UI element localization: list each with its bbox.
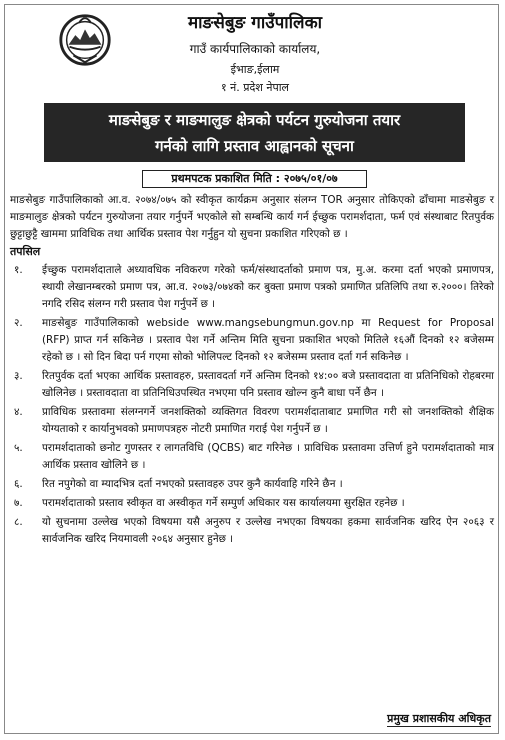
province-name: १ नं. प्रदेश नेपाल: [220, 81, 290, 94]
list-item: [10, 262, 494, 313]
notice-title-line-2: गर्नको लागि प्रस्ताव आह्वानको सूचना: [155, 137, 354, 155]
office-name: गाउँ कार्यपालिकाको कार्यालय,: [189, 42, 321, 56]
item-number: ४.: [14, 406, 23, 418]
nepal-government-emblem-icon: [56, 10, 114, 68]
list-item: [10, 476, 494, 493]
signatory-title: प्रमुख प्रशासकीय अधिकृत: [387, 712, 491, 725]
item-number: ७.: [14, 497, 23, 509]
details-heading: तपसिल: [10, 245, 41, 258]
item-text: परामर्शदाताको प्रस्ताव स्वीकृत वा अस्वीकृत गर्ने सम्पुर्ण अधिकार यस कार्यालयमा सुरक्षित रहनेछ ।: [42, 497, 405, 509]
item-number: १.: [14, 264, 23, 276]
item-text: यो सुचनामा उल्लेख भएको विषयमा यसै अनुरुप र उल्लेख नभएका विषयका हकमा सार्वजनिक खरिद ऐन २०६३ र सार्वजनिक खरिद नियमावली २०६४ अनुसार हुनेछ ।: [42, 516, 494, 545]
item-number: ३.: [14, 370, 23, 382]
notice-title-line-1: माङसेबुङ र माङमालुङ क्षेत्रको पर्यटन गुरुयोजना तयार: [108, 111, 401, 129]
list-item: [10, 368, 494, 402]
intro-paragraph: माङसेबुङ गाउँपालिकाको आ.व. २०७४/०७५ को स्वीकृत कार्यक्रम अनुसार संलग्न TOR अनुसार तोकिएको ढाँचामा माङसेबुङ र माङमालुङ क्षेत्रको पर्यटन गुरुयोजना तयार गर्नुपर्ने भएकोले सो सम्बन्धि कार्य गर्न ईच्छुक परामर्शदाता, फर्म एवं संस्थाबाट रितपुर्वक छुट्टाछुट्टै खाममा प्राविधिक तथा आर्थिक प्रस्ताव पेश गर्नुहुन यो सुचना प्रकाशित गरिएको छ ।: [10, 194, 494, 240]
list-item: [10, 440, 494, 474]
item-text: रितपुर्वक दर्ता भएका आर्थिक प्रस्तावहरु, प्रस्तावदर्ता गर्ने अन्तिम दिनको १४:०० बजे प्रस्तावदाता वा प्रतिनिधिको रोहबरमा खोलिनेछ । प्रस्तावदाता वा प्रतिनिधिउपस्थित नभएमा पनि प्रस्ताव खोल्न कुनै बाधा पर्ने छैन ।: [42, 370, 494, 399]
item-text: परामर्शदाताको छनोट गुणस्तर र लागतविधि (QCBS) बाट गरिनेछ । प्राविधिक प्रस्तावमा उत्तिर्ण हुने परामर्शदाताको मात्र आर्थिक प्रस्ताव खोलिने छ ।: [42, 442, 494, 471]
list-item: [10, 404, 494, 438]
item-number: २.: [14, 317, 23, 329]
publication-date: प्रथमपटक प्रकाशित मिति : २०७५/०१/०७: [142, 170, 367, 188]
item-text: ईच्छुक परामर्शदाताले अध्यावधिक नविकरण गरेको फर्म/संस्थादर्ताको प्रमाण पत्र, मु.अ. करमा दर्ता भएको प्रमाणपत्र, स्थायी लेखानम्बरको प्रमाण पत्र, आ.व. २०७३/०७४को कर बुक्ता प्रमाण पत्रको प्रमाणित प्रतिलिपि तथा रु.२०००। तिरेको नगदि रसिद संलग्न गरी प्रस्ताव पेश गर्नुपर्ने छ ।: [42, 264, 494, 310]
item-number: ५.: [14, 442, 23, 454]
notice-title-banner: [44, 103, 465, 162]
item-text: प्राविधिक प्रस्तावमा संलग्नगर्ने जनशक्तिको व्यक्तिगत विवरण परामर्शदाताबाट प्रमाणित गरी सो जनशक्तिको शैक्षिक योग्यताको र कार्यानुभवको प्रमाणपत्रहरु नोटरी प्रमाणित गराई पेश गर्नुपर्ने छ ।: [42, 406, 494, 435]
item-text: माङसेबुङ गाउँपालिकाको webside www.mangsebungmun.gov.np मा Request for Proposal (RFP) प्राप्त गर्न सकिनेछ । प्रस्ताव पेश गर्ने अन्तिम मिति सुचना प्रकाशित भएको मितिले १६औं दिनको १२ बजेसम्म रहेको छ । सो दिन बिदा पर्न गएमा सोको भोलिपल्ट दिनको १२ बजेसम्म प्रस्ताव दर्ता गर्न सकिनेछ ।: [42, 317, 494, 363]
list-item: [10, 495, 494, 512]
municipality-name: माङसेबुङ गाउँपालिका: [187, 13, 323, 33]
list-item: [10, 514, 494, 548]
item-text: रित नपुगेको वा म्यादभित्र दर्ता नभएको प्रस्तावहरु उपर कुनै कार्यवाहि गरिने छैन ।: [42, 478, 343, 490]
terms-list: [10, 262, 494, 550]
office-location: ईभाङ,ईलाम: [230, 63, 280, 76]
item-number: ६.: [14, 478, 23, 490]
list-item: [10, 315, 494, 366]
item-number: ८.: [14, 516, 23, 528]
